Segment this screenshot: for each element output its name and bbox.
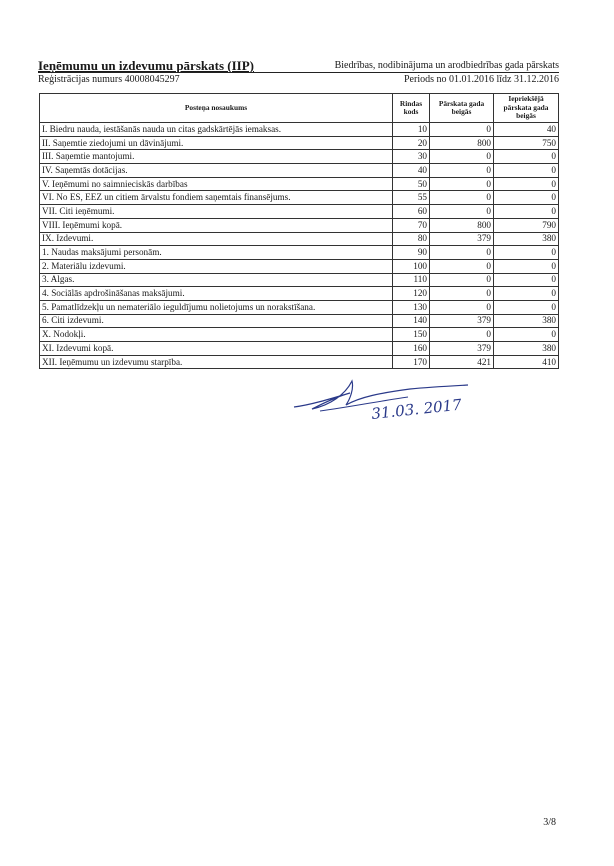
row-current-value: 0	[430, 150, 494, 164]
row-current-value: 0	[430, 287, 494, 301]
row-current-value: 0	[430, 328, 494, 342]
page-number: 3/8	[543, 817, 556, 828]
table-row	[40, 355, 559, 369]
table-row	[40, 136, 559, 150]
table-row	[40, 232, 559, 246]
row-code: 160	[393, 342, 430, 356]
row-previous-value: 0	[494, 205, 559, 219]
row-current-value: 0	[430, 273, 494, 287]
table-row	[40, 342, 559, 356]
row-code: 130	[393, 300, 430, 314]
row-name: 5. Pamatlīdzekļu un nemateriālo ieguldījumu nolietojums un norakstīšana.	[40, 300, 393, 314]
row-name: 6. Citi izdevumi.	[40, 314, 393, 328]
row-current-value: 0	[430, 205, 494, 219]
column-header-current-year: Pārskata gada beigās	[430, 94, 494, 123]
table-row	[40, 300, 559, 314]
row-previous-value: 0	[494, 287, 559, 301]
report-period: Periods no 01.01.2016 līdz 31.12.2016	[404, 74, 559, 85]
row-current-value: 0	[430, 191, 494, 205]
row-previous-value: 790	[494, 218, 559, 232]
row-current-value: 379	[430, 314, 494, 328]
row-name: VIII. Ieņēmumi kopā.	[40, 218, 393, 232]
row-code: 140	[393, 314, 430, 328]
table-row	[40, 123, 559, 137]
signature	[290, 375, 490, 425]
row-previous-value: 0	[494, 300, 559, 314]
table-row	[40, 205, 559, 219]
row-name: VII. Citi ieņēmumi.	[40, 205, 393, 219]
table-row	[40, 259, 559, 273]
row-name: V. Ieņēmumi no saimnieciskās darbības	[40, 177, 393, 191]
row-name: VI. No ES, EEZ un citiem ārvalstu fondiem saņemtais finansējums.	[40, 191, 393, 205]
row-previous-value: 380	[494, 314, 559, 328]
row-name: 3. Algas.	[40, 273, 393, 287]
row-previous-value: 0	[494, 246, 559, 260]
row-current-value: 379	[430, 232, 494, 246]
row-code: 50	[393, 177, 430, 191]
row-code: 55	[393, 191, 430, 205]
row-previous-value: 0	[494, 164, 559, 178]
income-expense-table	[39, 93, 559, 369]
column-header-item-name: Posteņa nosaukums	[40, 94, 393, 123]
table-row	[40, 287, 559, 301]
row-previous-value: 0	[494, 150, 559, 164]
row-code: 110	[393, 273, 430, 287]
table-header-row	[40, 94, 559, 123]
table-row	[40, 328, 559, 342]
row-code: 60	[393, 205, 430, 219]
row-previous-value: 0	[494, 328, 559, 342]
row-name: I. Biedru nauda, iestāšanās nauda un citas gadskārtējās iemaksas.	[40, 123, 393, 137]
row-current-value: 0	[430, 300, 494, 314]
row-name: IX. Izdevumi.	[40, 232, 393, 246]
row-code: 80	[393, 232, 430, 246]
row-previous-value: 0	[494, 177, 559, 191]
row-previous-value: 0	[494, 259, 559, 273]
column-header-previous-year: Iepriekšējā pārskata gada beigās	[494, 94, 559, 123]
row-previous-value: 0	[494, 273, 559, 287]
row-current-value: 421	[430, 355, 494, 369]
row-code: 30	[393, 150, 430, 164]
report-title: Ieņēmumu un izdevumu pārskats (IIP)	[38, 58, 254, 73]
row-previous-value: 750	[494, 136, 559, 150]
row-code: 10	[393, 123, 430, 137]
row-current-value: 0	[430, 164, 494, 178]
row-current-value: 0	[430, 177, 494, 191]
row-code: 120	[393, 287, 430, 301]
row-current-value: 0	[430, 259, 494, 273]
row-current-value: 379	[430, 342, 494, 356]
registration-number: Reģistrācijas numurs 40008045297	[38, 74, 180, 85]
row-code: 170	[393, 355, 430, 369]
row-code: 70	[393, 218, 430, 232]
row-code: 90	[393, 246, 430, 260]
row-current-value: 0	[430, 246, 494, 260]
row-name: 2. Materiālu izdevumi.	[40, 259, 393, 273]
signature-date: 31.03. 2017	[370, 395, 463, 423]
row-previous-value: 40	[494, 123, 559, 137]
row-code: 20	[393, 136, 430, 150]
report-subtitle: Biedrības, nodibinājuma un arodbiedrības gada pārskats	[334, 60, 559, 71]
table-row	[40, 191, 559, 205]
table-row	[40, 164, 559, 178]
row-name: XI. Izdevumi kopā.	[40, 342, 393, 356]
row-current-value: 800	[430, 136, 494, 150]
table-row	[40, 273, 559, 287]
row-name: III. Saņemtie mantojumi.	[40, 150, 393, 164]
row-name: II. Saņemtie ziedojumi un dāvinājumi.	[40, 136, 393, 150]
row-previous-value: 380	[494, 232, 559, 246]
row-code: 40	[393, 164, 430, 178]
row-current-value: 800	[430, 218, 494, 232]
column-header-row-code: Rindas kods	[393, 94, 430, 123]
table-row	[40, 218, 559, 232]
row-code: 100	[393, 259, 430, 273]
row-name: IV. Saņemtās dotācijas.	[40, 164, 393, 178]
row-previous-value: 410	[494, 355, 559, 369]
row-previous-value: 380	[494, 342, 559, 356]
row-code: 150	[393, 328, 430, 342]
table-row	[40, 177, 559, 191]
row-name: 1. Naudas maksājumi personām.	[40, 246, 393, 260]
table-row	[40, 314, 559, 328]
row-name: X. Nodokļi.	[40, 328, 393, 342]
row-name: XII. Ieņēmumu un izdevumu starpība.	[40, 355, 393, 369]
row-current-value: 0	[430, 123, 494, 137]
row-previous-value: 0	[494, 191, 559, 205]
header-divider	[38, 72, 559, 73]
row-name: 4. Sociālās apdrošināšanas maksājumi.	[40, 287, 393, 301]
table-row	[40, 150, 559, 164]
table-row	[40, 246, 559, 260]
